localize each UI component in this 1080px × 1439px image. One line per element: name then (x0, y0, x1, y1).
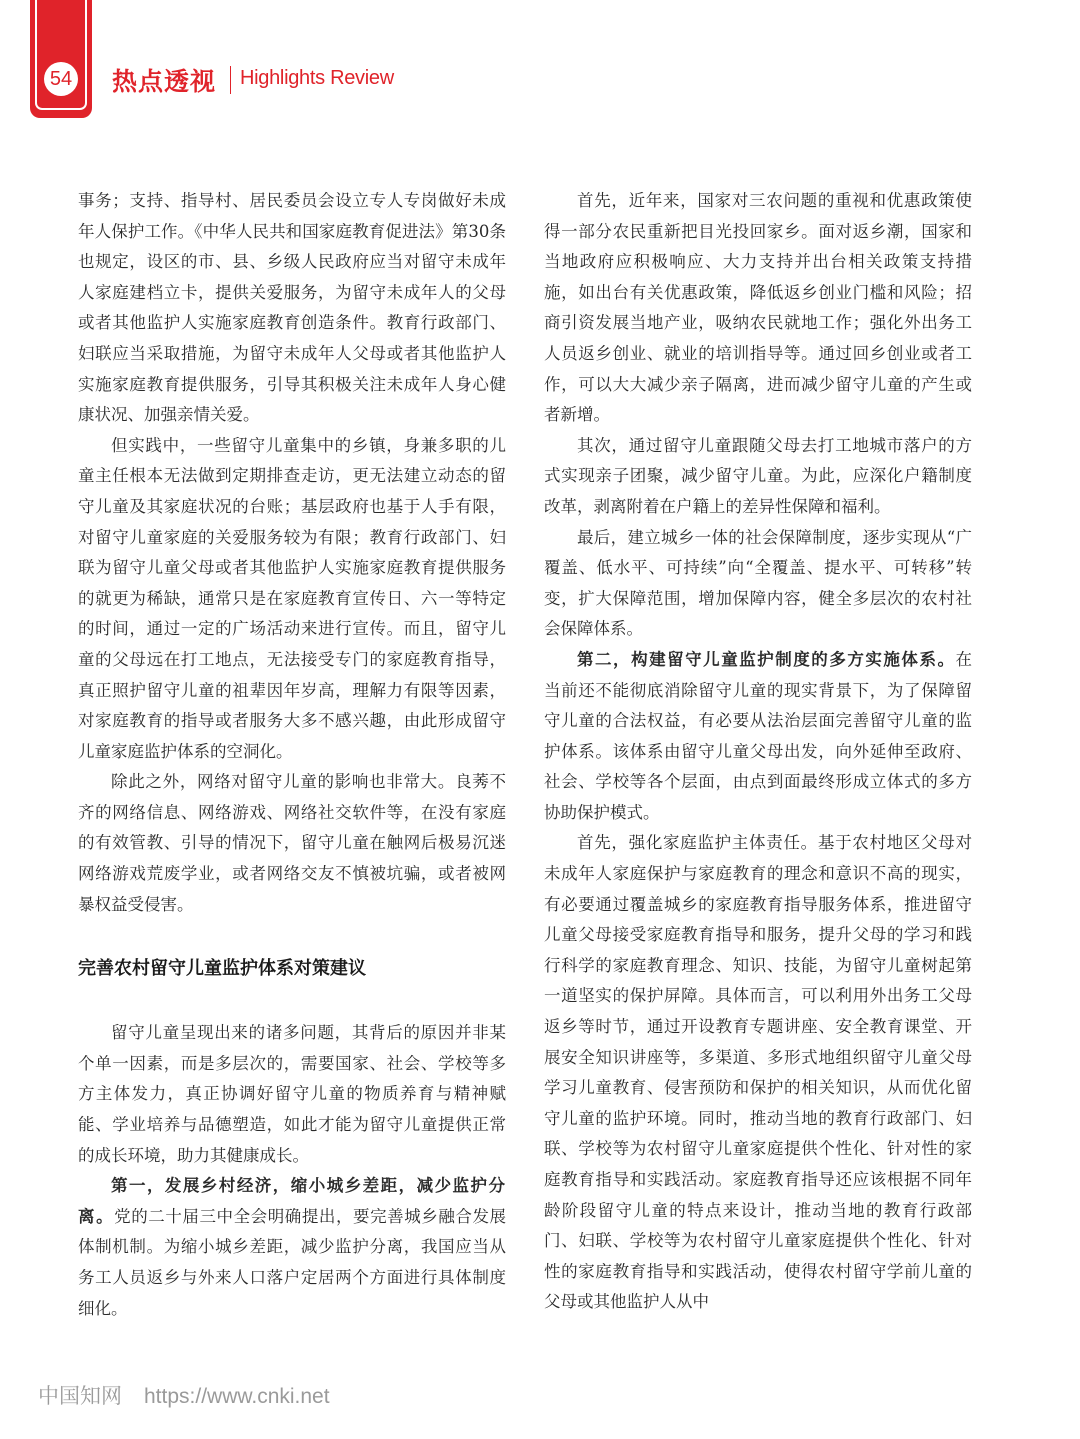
paragraph: 首先，强化家庭监护主体责任。基于农村地区父母对未成年人家庭保护与家庭教育的理念和意识不高的现实，有必要通过覆盖城乡的家庭教育指导服务体系，推进留守儿童父母接受家庭教育指导和服务，提升父母的学习和践行科学的家庭教育理念、知识、技能，为留守儿童树起第一道坚实的保护屏障。具体而言，可以利用外出务工父母返乡等时节，通过开设教育专题讲座、安全教育课堂、开展安全知识讲座等，多渠道、多形式地组织留守儿童父母学习儿童教育、侵害预防和保护的相关知识，从而优化留守儿童的监护环境。同时，推动当地的教育行政部门、妇联、学校等为农村留守儿童家庭提供个性化、针对性的家庭教育指导和实践活动。家庭教育指导还应该根据不同年龄阶段留守儿童的特点来设计，推动当地的教育行政部门、妇联、学校等为农村留守儿童家庭提供个性化、针对性的家庭教育指导和实践活动，使得农村留守学前儿童的父母或其他监护人从中 (544, 833, 972, 1312)
page-number: 54 (44, 62, 78, 96)
paragraph (78, 1171, 506, 1324)
bold-lead: 第一，发展乡村经济，缩小城乡差距，减少监护分离。 (78, 1176, 506, 1226)
watermark-brand: 中国知网 (38, 1384, 122, 1408)
paragraph-text: 党的二十届三中全会明确提出，要完善城乡融合发展体制机制。为缩小城乡差距，减少监护分离，我国应当从务工人员返乡与外来人口落户定居两个方面进行具体制度细化。 (78, 1206, 506, 1318)
watermark-url: https://www.cnki.net (144, 1385, 330, 1408)
paragraph: 除此之外，网络对留守儿童的影响也非常大。良莠不齐的网络信息、网络游戏、网络社交软件等，在没有家庭的有效管教、引导的情况下，留守儿童在触网后极易沉迷网络游戏荒废学业，或者网络交友不慎被坑骗，或者被网暴权益受侵害。 (78, 772, 506, 914)
section-title-english: Highlights Review (240, 67, 394, 89)
right-column (544, 186, 972, 1318)
paragraph (544, 645, 972, 829)
watermark (38, 1380, 330, 1410)
section-heading: 完善农村留守儿童监护体系对策建议 (78, 958, 366, 980)
paragraph: 但实践中，一些留守儿童集中的乡镇，身兼多职的儿童主任根本无法做到定期排查走访，更无法建立动态的留守儿童及其家庭状况的台账；基层政府也基于人手有限，对留守儿童家庭的关爱服务较为有限；教育行政部门、妇联为留守儿童父母或者其他监护人实施家庭教育提供服务的就更为稀缺，通常只是在家庭教育宣传日、六一等特定的时间，通过一定的广场活动来进行宣传。而且，留守儿童的父母远在打工地点，无法接受专门的家庭教育指导，真正照护留守儿童的祖辈因年岁高，理解力有限等因素，对家庭教育的指导或者服务大多不感兴趣，由此形成留守儿童家庭监护体系的空洞化。 (78, 435, 506, 761)
bold-lead: 第二，构建留守儿童监护制度的多方实施体系。 (577, 649, 956, 669)
section-divider (230, 66, 231, 94)
paragraph: 留守儿童呈现出来的诸多问题，其背后的原因并非某个单一因素，而是多层次的，需要国家、社会、学校等多方主体发力，真正协调好留守儿童的物质养育与精神赋能、学业培养与品德塑造，如此才能为留守儿童提供正常的成长环境，助力其健康成长。 (78, 1023, 506, 1165)
paragraph: 事务；支持、指导村、居民委员会设立专人专岗做好未成年人保护工作。《中华人民共和国家庭教育促进法》第30条也规定，设区的市、县、乡级人民政府应当对留守未成年人家庭建档立卡，提供关爱服务，为留守未成年人的父母或者其他监护人实施家庭教育创造条件。教育行政部门、妇联应当采取措施，为留守未成年人父母或者其他监护人实施家庭教育提供服务，引导其积极关注未成年人身心健康状况、加强亲情关爱。 (78, 191, 506, 425)
section-title: 热点透视 (112, 67, 217, 96)
page-tab (30, 0, 92, 118)
paragraph: 其次，通过留守儿童跟随父母去打工地城市落户的方式实现亲子团聚，减少留守儿童。为此，应深化户籍制度改革，剥离附着在户籍上的差异性保障和福利。 (544, 435, 972, 516)
paragraph: 首先，近年来，国家对三农问题的重视和优惠政策使得一部分农民重新把目光投回家乡。面对返乡潮，国家和当地政府应积极响应、大力支持并出台相关政策支持措施，如出台有关优惠政策，降低返乡创业门槛和风险；招商引资发展当地产业，吸纳农民就地工作；强化外出务工人员返乡创业、就业的培训指导等。通过回乡创业或者工作，可以大大减少亲子隔离，进而减少留守儿童的产生或者新增。 (544, 191, 972, 425)
paragraph-text: 在当前还不能彻底消除留守儿童的现实背景下，为了保障留守儿童的合法权益，有必要从法治层面完善留守儿童的监护体系。该体系由留守儿童父母出发，向外延伸至政府、社会、学校等各个层面，由点到面最终形成立体式的多方协助保护模式。 (544, 649, 972, 822)
paragraph: 最后，建立城乡一体的社会保障制度，逐步实现从“广覆盖、低水平、可持续”向“全覆盖、提水平、可转移”转变，扩大保障范围，增加保障内容，健全多层次的农村社会保障体系。 (544, 527, 972, 639)
left-column (78, 186, 506, 1324)
